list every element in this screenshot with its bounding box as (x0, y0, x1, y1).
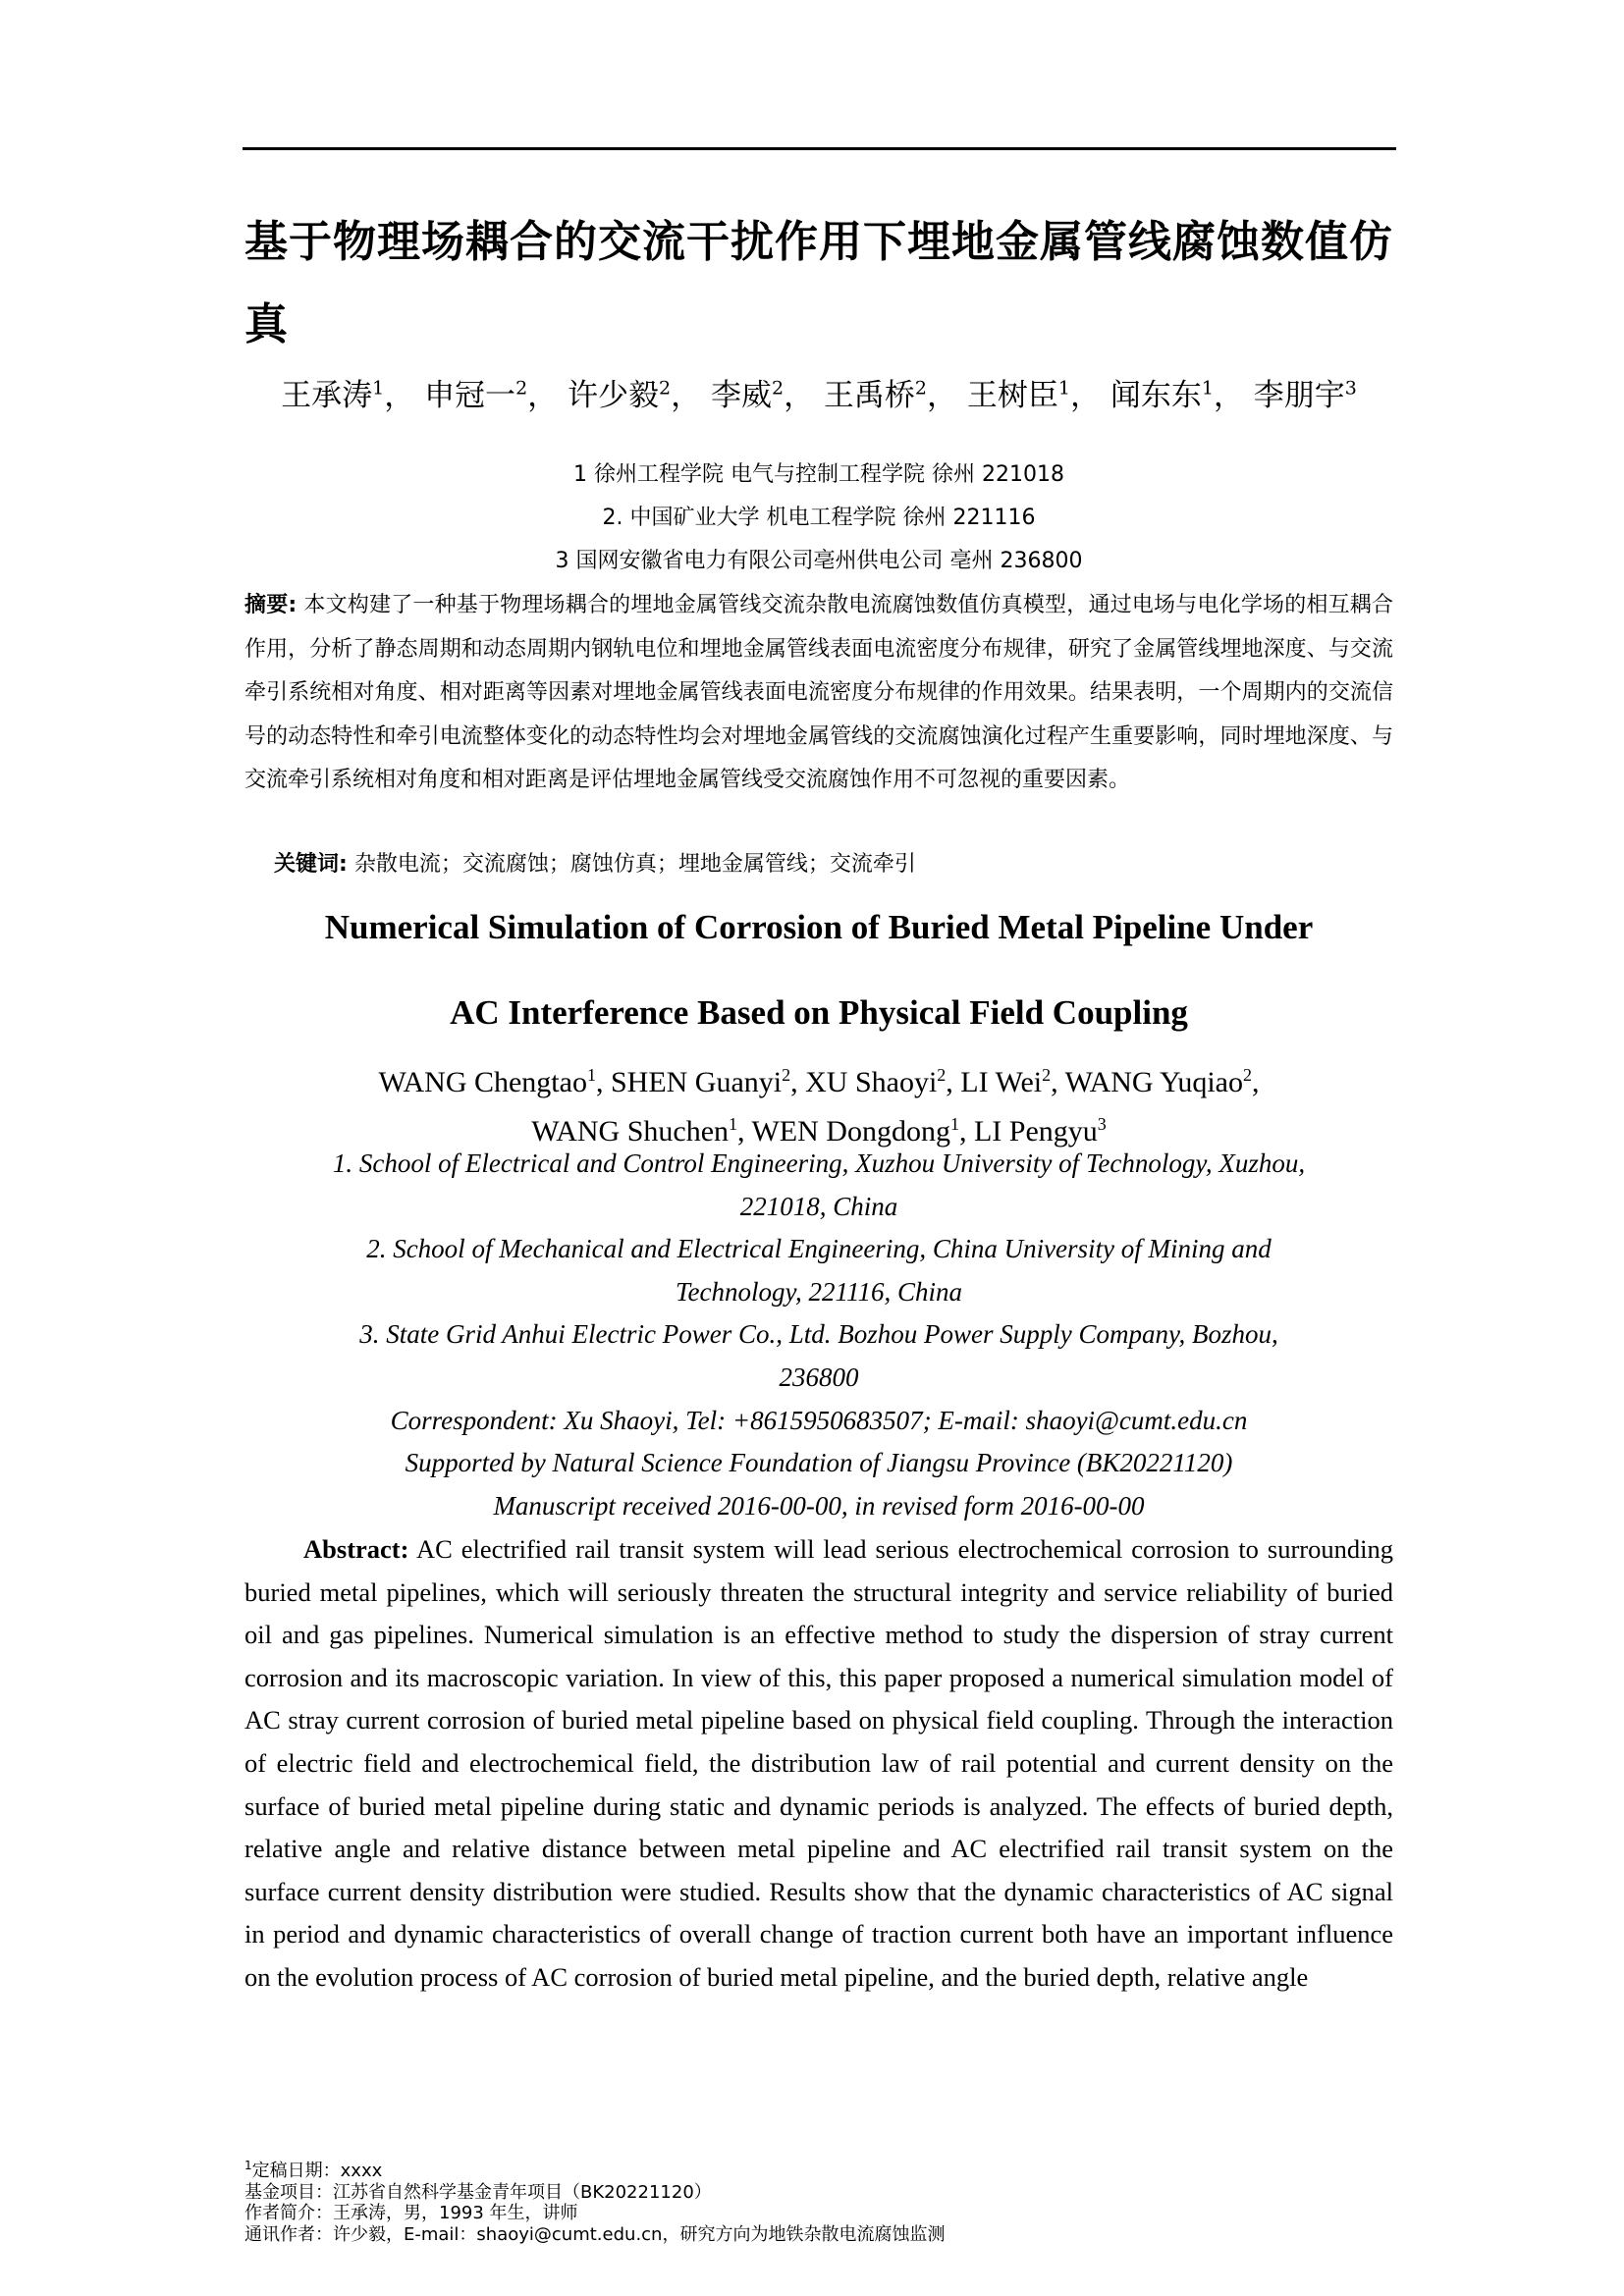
footnote-bio: 作者简介：王承涛，男，1993 年生，讲师 (244, 2203, 578, 2223)
author: XU Shaoyi$^2$ (805, 1065, 947, 1098)
chinese-authors: 王承涛$^1$， 申冠一$^2$， 许少毅$^2$， 李威$^2$， 王禹桥$^2$， 王树臣$^1$， 闻东东$^1$， 李朋宇$^3$ (281, 378, 1357, 414)
footnote-contact: 通讯作者：许少毅，E-mail：shaoyi@cumt.edu.cn，研究方向为地铁杂散电流腐蚀监测 (244, 2223, 946, 2245)
affiliation-line: 236800 (779, 1362, 859, 1392)
author: WANG Yuqiao$^2$ (1064, 1065, 1252, 1098)
english-title-line-2: AC Interference Based on Physical Field Coupling (450, 993, 1188, 1032)
chinese-affiliation-1: 1 徐州工程学院 电气与控制工程学院 徐州 221018 (573, 462, 1064, 487)
footnotes (244, 2156, 1393, 2245)
abstract-text: AC electrified rail transit system will lead serious electrochemical corrosion to surrounding buried metal pipelines, which will seriously threaten the structural integrity and service reliability of buried oil and gas pipelines. Numerical simulation is an effective method to study the dispersion of stray current corrosion and its macroscopic variation. In view of this, this paper proposed a numerical simulation model of AC stray current corrosion of buried metal pipeline based on physical field coupling. Through the interaction of electric field and electrochemical field, the distribution law of rail potential and current density on the surface of buried metal pipeline during static and dynamic periods is analyzed. The effects of buried depth, relative angle and relative distance between metal pipeline and AC electrified rail transit system on the surface current density distribution were studied. Results show that the dynamic characteristics of AC signal in period and dynamic characteristics of overall change of traction current both have an important influence on the evolution process of AC corrosion of buried metal pipeline, and the buried depth, relative angle (244, 1534, 1393, 1992)
author: 王承涛$^1$ (281, 378, 385, 414)
author: LI Wei$^2$ (960, 1065, 1052, 1098)
affiliation-line: 2. School of Mechanical and Electrical Engineering, China University of Mining and (366, 1234, 1272, 1264)
chinese-title: 基于物理场耦合的交流干扰作用下埋地金属管线腐蚀数值仿真 (244, 217, 1393, 349)
affiliation-line: 3. State Grid Anhui Electric Power Co., Ltd. Bozhou Power Supply Company, Bozhou, (359, 1319, 1278, 1350)
affiliation-line: Technology, 221116, China (675, 1276, 962, 1307)
author: SHEN Guanyi$^2$ (610, 1065, 791, 1098)
affiliation-line: 221018, China (739, 1191, 898, 1221)
header-rule (243, 147, 1396, 150)
author: WEN Dongdong$^1$ (751, 1114, 959, 1148)
chinese-affiliation-3: 3 国网安徽省电力有限公司亳州供电公司 亳州 236800 (555, 549, 1083, 573)
english-abstract (244, 1528, 1393, 2000)
author: 王禹桥$^2$ (823, 378, 928, 414)
correspondent-line: Correspondent: Xu Shaoyi, Tel: +8615950683507; E-mail: shaoyi@cumt.edu.cn (390, 1405, 1248, 1435)
author: WANG Shuchen$^1$ (531, 1114, 738, 1148)
chinese-keywords (274, 850, 916, 880)
author: WANG Chengtao$^1$ (378, 1065, 596, 1098)
keywords-label: 关键词: (274, 852, 348, 877)
author: 李朋宇$^3$ (1253, 378, 1357, 414)
funding-line: Supported by Natural Science Foundation of Jiangsu Province (BK20221120) (405, 1448, 1233, 1478)
english-affiliations (244, 1143, 1393, 1527)
english-authors (244, 1054, 1393, 1152)
chinese-abstract (244, 584, 1393, 803)
author: 王树臣$^1$ (966, 378, 1070, 414)
abstract-label: Abstract: (303, 1534, 409, 1564)
author: LI Pengyu$^3$ (973, 1114, 1107, 1148)
author: 许少毅$^2$ (568, 378, 672, 414)
keywords-text: 杂散电流；交流腐蚀；腐蚀仿真；埋地金属管线；交流牵引 (353, 852, 916, 877)
author: 李威$^2$ (710, 378, 785, 414)
author: 申冠一$^2$ (424, 378, 528, 414)
english-authors-line-1: WANG Chengtao$^1$, SHEN Guanyi$^2$, XU Shaoyi$^2$, LI Wei$^2$, WANG Yuqiao$^2$, (378, 1065, 1260, 1098)
manuscript-dates: Manuscript received 2016-00-00, in revised form 2016-00-00 (493, 1490, 1145, 1521)
abstract-label: 摘要: (244, 593, 298, 617)
affiliation-line: 1. School of Electrical and Control Engineering, Xuzhou University of Technology, Xuzhou, (332, 1148, 1306, 1178)
english-title-line-1: Numerical Simulation of Corrosion of Buried Metal Pipeline Under (324, 908, 1314, 946)
author: 闻东东$^1$ (1110, 378, 1214, 414)
footnote-received: $^1$定稿日期：xxxx (244, 2159, 383, 2181)
footnote-fund: 基金项目：江苏省自然科学基金青年项目（BK20221120） (244, 2181, 712, 2203)
english-authors-line-2: WANG Shuchen$^1$, WEN Dongdong$^1$, LI Pengyu$^3$ (531, 1114, 1107, 1148)
abstract-text: 本文构建了一种基于物理场耦合的埋地金属管线交流杂散电流腐蚀数值仿真模型，通过电场与电化学场的相互耦合作用，分析了静态周期和动态周期内钢轨电位和埋地金属管线表面电流密度分布规律，研究了金属管线埋地深度、与交流牵引系统相对角度、相对距离等因素对埋地金属管线表面电流密度分布规律的作用效果。结果表明，一个周期内的交流信号的动态特性和牵引电流整体变化的动态特性均会对埋地金属管线的交流腐蚀演化过程产生重要影响，同时埋地深度、与交流牵引系统相对角度和相对距离是评估埋地金属管线受交流腐蚀作用不可忽视的重要因素。 (244, 593, 1393, 792)
chinese-affiliation-2: 2. 中国矿业大学 机电工程学院 徐州 221116 (602, 506, 1036, 530)
